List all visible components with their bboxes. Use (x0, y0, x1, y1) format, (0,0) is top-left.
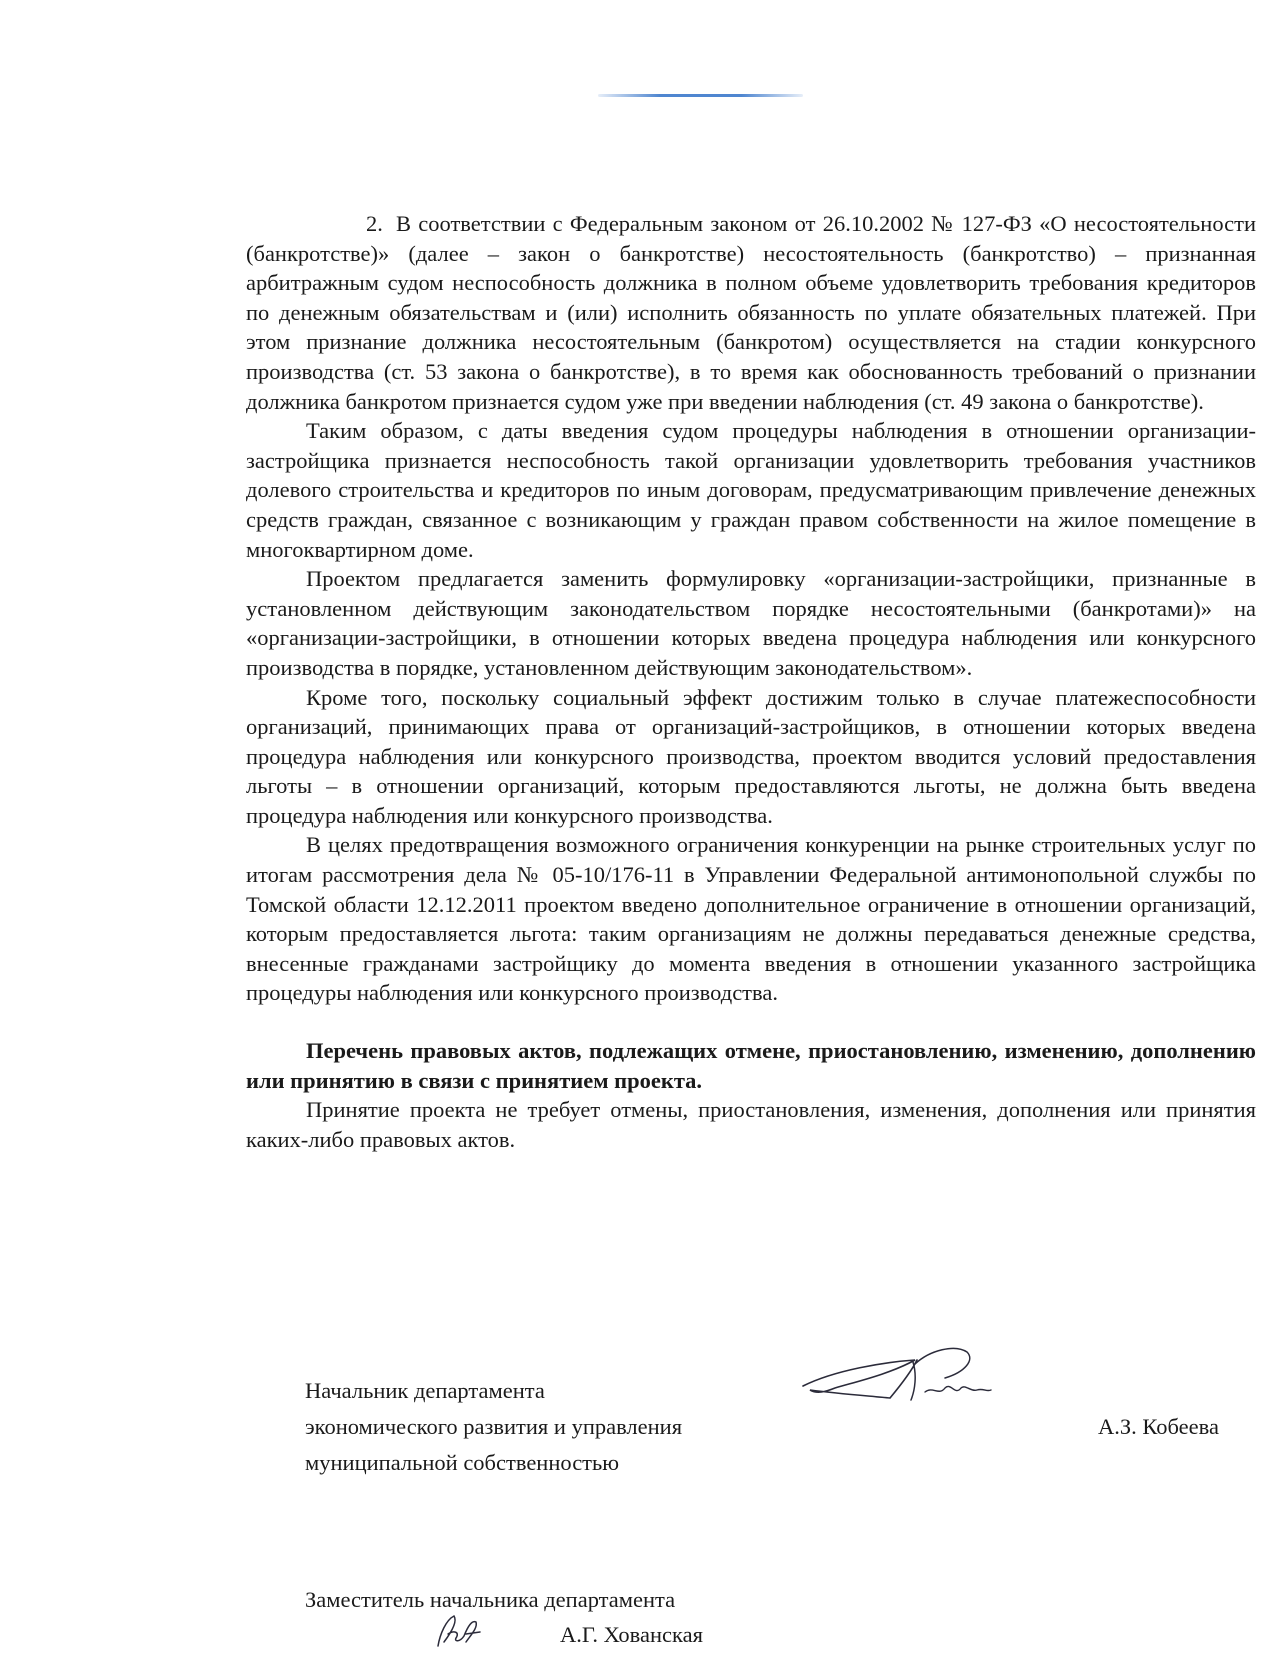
paragraph-number: 2. (366, 211, 383, 236)
signatory-1-title-line: муниципальной собственностью (305, 1450, 620, 1475)
handwritten-signature-2 (420, 1612, 490, 1648)
section-heading: Перечень правовых актов, подлежащих отмене, приостановлению, изменению, дополнению или принятию в связи с принятием проекта. (246, 1038, 1256, 1093)
handwritten-signature-1 (795, 1330, 995, 1420)
document-body (246, 209, 1256, 1154)
signatory-1-title (305, 1373, 765, 1481)
section-text: Принятие проекта не требует отмены, приостановления, изменения, дополнения или принятия каких-либо правовых актов. (246, 1097, 1256, 1152)
paragraph: В целях предотвращения возможного ограничения конкуренции на рынке строительных услуг по итогам рассмотрения дела № 05-10/176-11 в Управлении Федеральной антимонопольной службы по Томской области 12.12.2011 проектом введено дополнительное ограничение в отношении организаций, которым предоставляется льгота: таким организациям не должны передаваться денежные средства, внесенные гражданами застройщику до момента введения в отношении указанного застройщика процедуры наблюдения или конкурсного производства. (246, 832, 1256, 1006)
paragraph-2 (246, 209, 1256, 416)
signatory-1-title-line: Начальник департамента (305, 1378, 545, 1403)
top-decorative-rule (598, 94, 803, 97)
paragraph: Таким образом, с даты введения судом процедуры наблюдения в отношении организации-застройщика признается неспособность такой организации удовлетворить требования участников долевого строительства и кредиторов по иным договорам, предусматривающим привлечение денежных средств граждан, связанное с возникающим у граждан правом собственности на жилое помещение в многоквартирном доме. (246, 418, 1256, 562)
signatory-1-title-line: экономического развития и управления (305, 1414, 683, 1439)
signatory-1-name: А.З. Кобеева (1098, 1414, 1219, 1439)
paragraph-text: В соответствии с Федеральным законом от 26.10.2002 № 127-ФЗ «О несостоятельности (банкротстве)» (далее – закон о банкротстве) несостоятельность (банкротство) – признанная арбитражным судом неспособность должника в полном объеме удовлетворить требования кредиторов по денежным обязательствам и (или) исполнить обязанность по уплате обязательных платежей. При этом признание должника несостоятельным (банкротом) осуществляется на стадии конкурсного производства (ст. 53 закона о банкротстве), в то время как обоснованность требований о признании должника банкротом признается судом уже при введении наблюдения (ст. 49 закона о банкротстве). (246, 211, 1256, 414)
paragraph: Кроме того, поскольку социальный эффект достижим только в случае платежеспособности организаций, принимающих права от организаций-застройщиков, в отношении которых введена процедура наблюдения или конкурсного производства, проектом вводится условий предоставления льготы – в отношении организаций, которым предоставляются льготы, не должна быть введена процедура наблюдения или конкурсного производства. (246, 684, 1256, 828)
signatory-2-title: Заместитель начальника департамента (305, 1587, 676, 1612)
paragraph: Проектом предлагается заменить формулировку «организации-застройщики, признанные в установленном действующим законодательством порядке несостоятельными (банкротами)» на «организации-застройщики, в отношении которых введена процедура наблюдения или конкурсного производства в порядке, установленном действующим законодательством». (246, 566, 1256, 680)
signatory-2-name: А.Г. Хованская (560, 1622, 703, 1647)
